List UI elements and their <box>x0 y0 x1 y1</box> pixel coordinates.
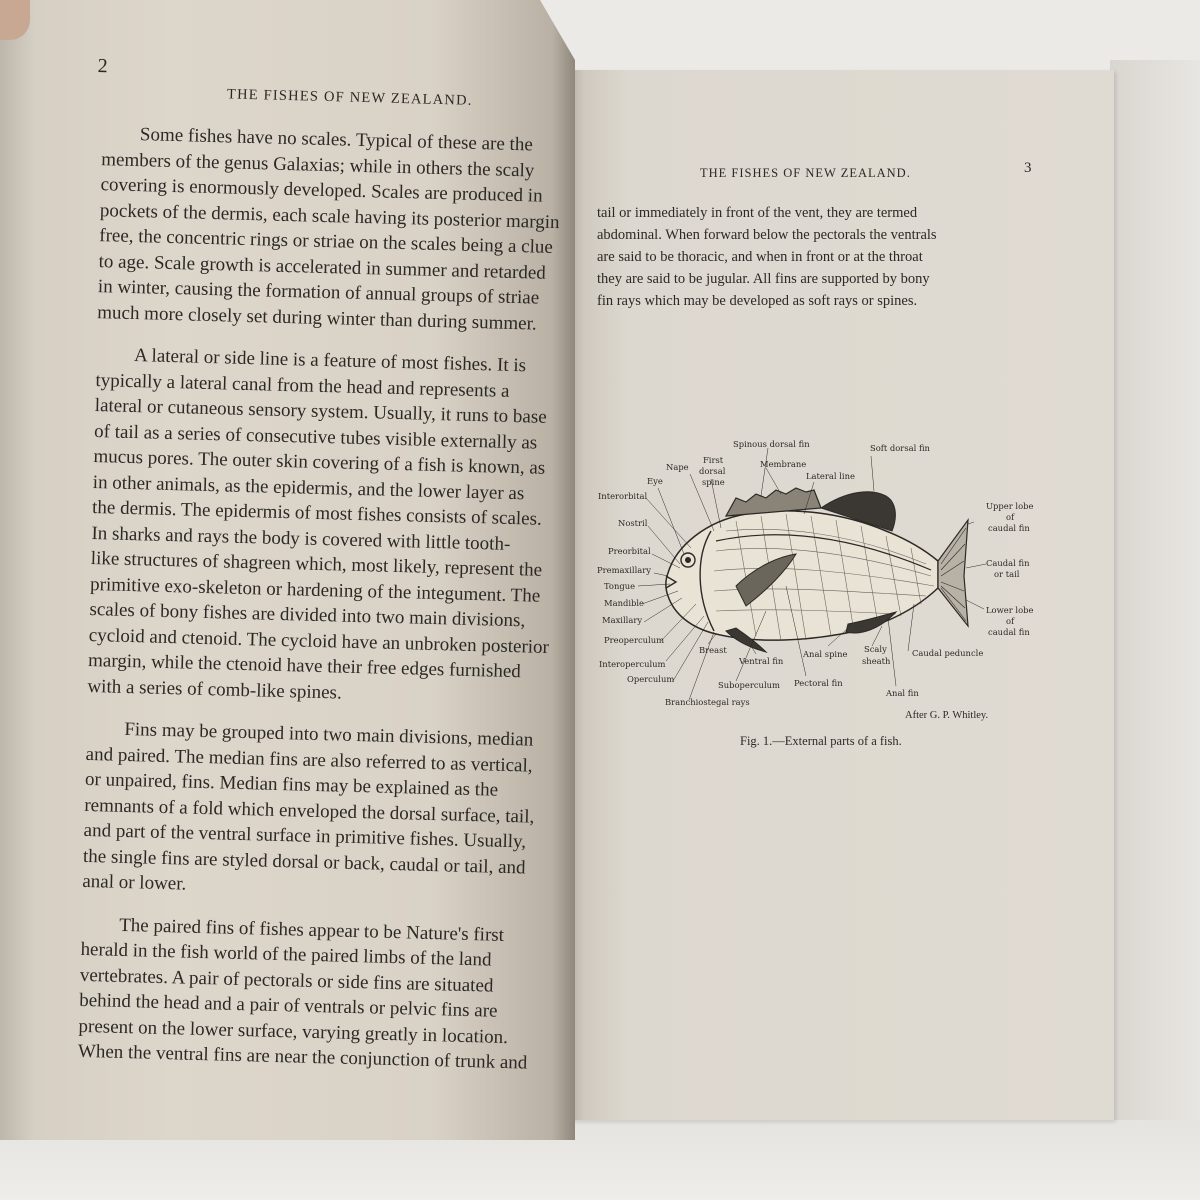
label-upper-lobe: Upper lobe <box>986 501 1034 511</box>
text-line: fin rays which may be developed as soft rays or spines. <box>597 293 918 309</box>
label-anal-spine: Anal spine <box>803 649 848 659</box>
text-line: and part of the ventral surface in primitive fishes. Usually, <box>83 819 527 853</box>
paragraph <box>78 911 552 1076</box>
label-interorbital: Interorbital <box>598 491 648 501</box>
label-membrane: Membrane <box>760 459 807 469</box>
text-line: vertebrates. A pair of pectorals or side fins are situated <box>79 964 494 997</box>
label-soft-dorsal-fin: Soft dorsal fin <box>870 443 930 453</box>
label-spine: spine <box>702 477 725 487</box>
label-lower-lobe-caudal: caudal fin <box>988 627 1030 637</box>
caudal-fin <box>938 520 968 626</box>
label-sheath: sheath <box>862 656 891 666</box>
label-operculum: Operculum <box>627 674 675 684</box>
label-scaly: Scaly <box>864 644 887 654</box>
label-nape: Nape <box>666 462 689 472</box>
text-line: free, the concentric rings or striae on the scales being a clue <box>98 225 554 258</box>
label-premaxillary: Premaxillary <box>597 565 652 575</box>
figure-caption: Fig. 1.—External parts of a fish. <box>740 734 902 748</box>
background-shadow <box>1110 60 1200 1120</box>
text-line: Fins may be grouped into two main divisions, median <box>124 718 534 751</box>
label-breast: Breast <box>699 645 727 655</box>
text-line: behind the head and a pair of ventrals or pelvic fins are <box>78 989 498 1022</box>
text-line: present on the lower surface, varying greatly in location. <box>78 1015 509 1048</box>
label-dorsal: dorsal <box>699 466 726 476</box>
text-line: A lateral or side line is a feature of most fishes. It is <box>133 345 527 377</box>
text-line: they are said to be jugular. All fins are supported by bony <box>597 271 930 287</box>
text-line: In sharks and rays the body is covered with little tooth- <box>91 522 511 555</box>
label-spinous-dorsal-fin: Spinous dorsal fin <box>733 439 810 449</box>
page-number-right: 3 <box>1024 160 1032 176</box>
label-lower-lobe-of: of <box>1006 616 1015 626</box>
label-caudal-fin-tail: or tail <box>994 569 1020 579</box>
paragraph <box>87 342 566 711</box>
label-branchiostegal-rays: Branchiostegal rays <box>665 697 750 707</box>
label-nostril: Nostril <box>618 518 648 528</box>
text-line: The paired fins of fishes appear to be Nature's first <box>118 914 505 946</box>
left-body <box>77 121 568 1093</box>
label-maxillary: Maxillary <box>602 615 643 625</box>
figure-credit: After G. P. Whitley. <box>905 710 989 721</box>
label-anal-fin: Anal fin <box>886 688 919 698</box>
text-line: are said to be thoracic, and when in front or at the throat <box>597 249 923 265</box>
paragraph <box>82 716 557 907</box>
text-line: of tail as a series of consecutive tubes visible externally as <box>93 420 538 454</box>
left-page-text <box>70 55 568 1147</box>
text-line: like structures of shagreen which, most likely, represent the <box>90 547 543 581</box>
label-suboperculum: Suboperculum <box>718 680 780 690</box>
label-upper-lobe-of: of <box>1006 512 1015 522</box>
text-line: cycloid and ctenoid. The cycloid have an unbroken posterior <box>88 624 550 658</box>
label-lateral-line: Lateral line <box>806 471 855 481</box>
label-caudal-fin: Caudal fin <box>986 558 1030 568</box>
label-interoperculum: Interoperculum <box>599 659 666 669</box>
right-body <box>597 202 1037 312</box>
text-line: the dermis. The epidermis of most fishes consists of scales. <box>91 497 543 530</box>
text-line: remnants of a fold which enveloped the dorsal surface, tail, <box>84 794 535 828</box>
text-line: anal or lower. <box>82 870 187 895</box>
label-mandible: Mandible <box>604 598 644 608</box>
label-caudal-peduncle: Caudal peduncle <box>912 648 984 658</box>
label-ventral-fin: Ventral fin <box>739 656 784 666</box>
text-line: in other animals, as the epidermis, and the lower layer as <box>92 471 525 504</box>
text-line: mucus pores. The outer skin covering of a fish is known, as <box>93 446 546 479</box>
text-line: in winter, causing the formation of annual groups of striae <box>97 276 540 309</box>
text-line: herald in the fish world of the paired limbs of the land <box>80 938 492 971</box>
text-line: the single fins are styled dorsal or back, caudal or tail, and <box>82 845 526 878</box>
page-number-left: 2 <box>97 55 108 78</box>
label-upper-lobe-caudal: caudal fin <box>988 523 1030 533</box>
text-line: abdominal. When forward below the pectorals the ventrals <box>597 227 937 243</box>
fish-body <box>666 511 938 640</box>
text-line: members of the genus Galaxias; while in others the scaly <box>101 148 535 181</box>
fish-pupil <box>685 557 691 563</box>
text-line: covering is enormously developed. Scales are produced in <box>100 174 543 207</box>
fish-diagram <box>596 436 1036 716</box>
text-line: typically a lateral canal from the head and represents a <box>95 369 510 402</box>
label-preoperculum: Preoperculum <box>604 635 665 645</box>
label-pectoral-fin: Pectoral fin <box>794 678 843 688</box>
label-tongue: Tongue <box>604 581 636 591</box>
text-line: lateral or cutaneous sensory system. Usually, it runs to base <box>94 395 547 428</box>
text-line: to age. Scale growth is accelerated in summer and retarded <box>98 250 547 284</box>
text-line: margin, while the ctenoid have their free edges furnished <box>87 649 522 683</box>
text-line: primitive exo-skeleton or hardening of the integument. The <box>89 573 541 607</box>
text-line: pockets of the dermis, each scale having its posterior margin <box>99 199 560 233</box>
text-line: and paired. The median fins are also referred to as vertical, <box>85 743 533 777</box>
text-line: with a series of comb-like spines. <box>87 675 343 704</box>
label-preorbital: Preorbital <box>608 546 651 556</box>
text-line: or unpaired, fins. Median fins may be explained as the <box>84 768 499 801</box>
text-line: much more closely set during winter than during summer. <box>96 301 537 335</box>
running-head-left: THE FISHES OF NEW ZEALAND. <box>226 86 473 109</box>
text-line: tail or immediately in front of the vent, they are termed <box>597 205 918 221</box>
text-line: Some fishes have no scales. Typical of these are the <box>139 124 534 156</box>
paragraph <box>97 121 568 337</box>
label-lower-lobe: Lower lobe <box>986 605 1034 615</box>
label-first: First <box>703 455 724 465</box>
running-head-right: THE FISHES OF NEW ZEALAND. <box>700 166 911 180</box>
text-line: scales of bony fishes are divided into two main divisions, <box>89 598 526 632</box>
text-line: When the ventral fins are near the conjunction of trunk and <box>77 1040 528 1074</box>
label-eye: Eye <box>647 476 663 486</box>
